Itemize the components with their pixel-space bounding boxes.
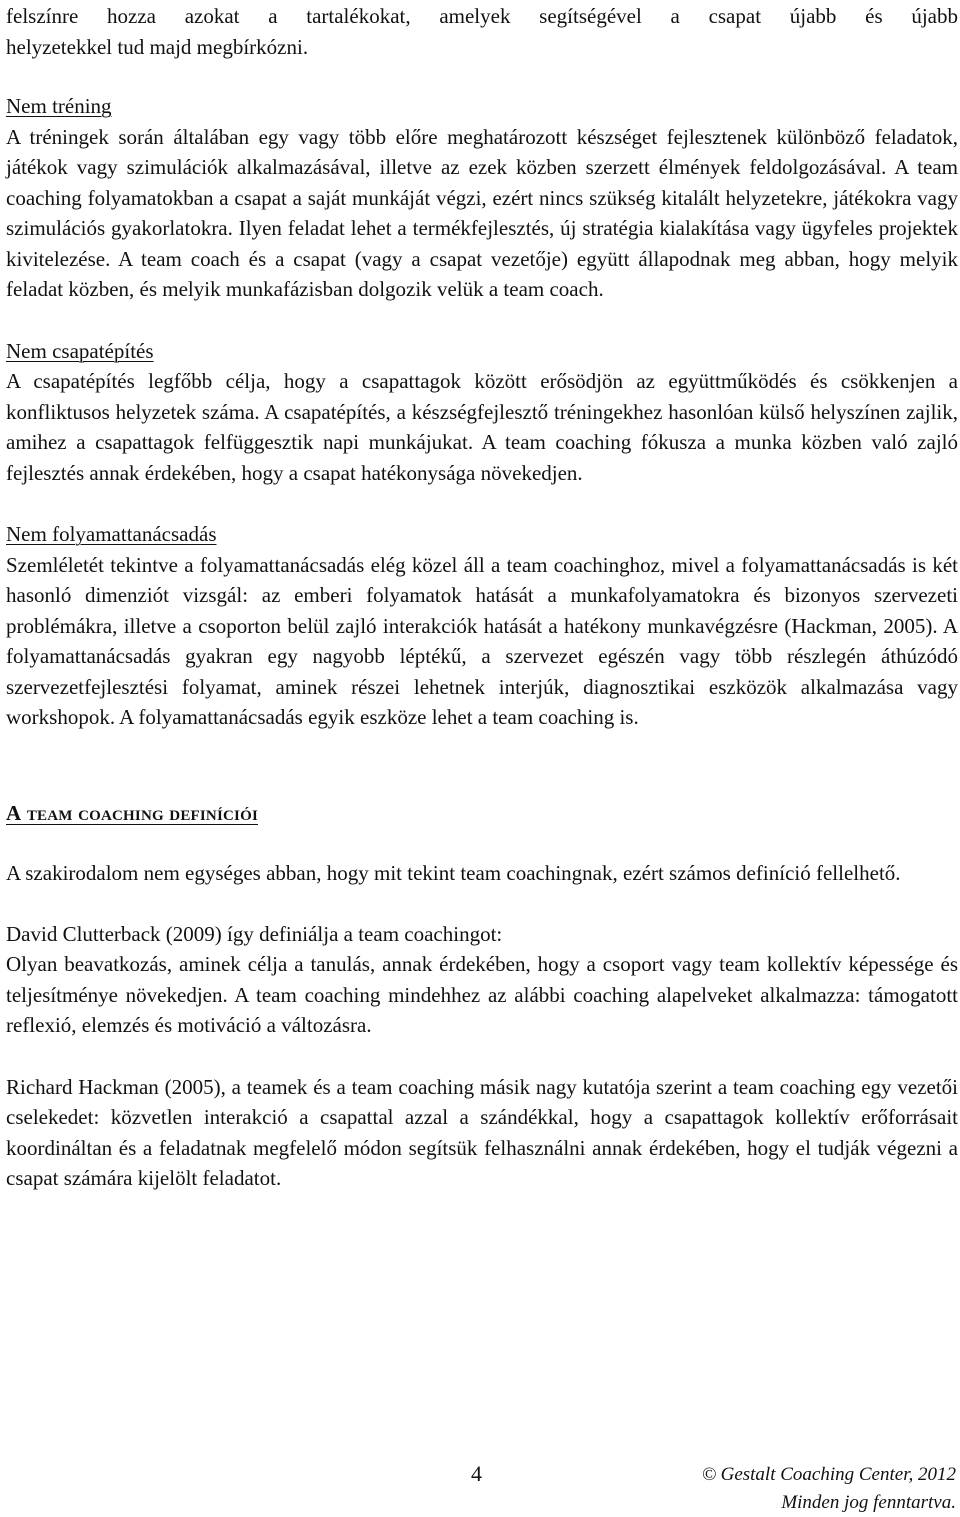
section-body-training: A tréningek során általában egy vagy több előre meghatározott készséget fejlesztenek különböző feladatok, játékok vagy szimulációk alkalmazásával, illetve az ezek közben szerzett élmények feldolgozásával. A team coaching folyamatokban a csapat a saját munkáját végzi, ezért nincs szükség kitalált helyzetekre, játékokra vagy szimulációs gyakorlatokra. Ilyen feladat lehet a termékfejlesztés, új stratégia kialakítása vagy ügyfeles projektek kivitelezése. A team coach és a csapat (vagy a csapat vezetője) együtt állapodnak meg abban, hogy melyik feladat közben, és melyik munkafázisban dolgozik velük a team coach. (6, 124, 958, 301)
clutterback-lead: David Clutterback (2009) így definiálja a team coachingot: (6, 921, 503, 946)
copyright-line (702, 1461, 956, 1489)
definitions-intro: A szakirodalom nem egységes abban, hogy mit tekint team coachingnak, ezért számos definíció fellelhető. (6, 861, 901, 885)
copyright-notice (702, 1461, 956, 1517)
intro-line-1: felszínre hozza azokat a tartalékokat, amelyek segítségével a csapat újabb és újabb (6, 4, 958, 28)
copyright-icon: © (702, 1464, 717, 1485)
section-body-process-consulting: Szemléletét tekintve a folyamattanácsadás elég közel áll a team coachinghoz, mivel a folyamattanácsadás is két hasonló dimenziót vizsgál: az emberi folyamatok hatását a munkafolyamatokra és bizonyos szervezeti problémákra, illetve a csoporton belül zajló interakciók hatását a hatékony munkavégzésre (Hackman, 2005). A folyamattanácsadás gyakran egy nagyobb léptékű, a szervezet egészén vagy több részlegén áthúzódó szervezetfejlesztési folyamat, aminek részei lehetnek interjúk, diagnosztikai eszközök alkalmazása vagy workshopok. A folyamattanácsadás egyik eszköze lehet a team coaching is. (6, 552, 958, 729)
intro-paragraph (6, 1, 958, 62)
section-title-training: Nem tréning (6, 94, 112, 118)
section-title-process-consulting: Nem folyamattanácsadás (6, 522, 217, 546)
document-page (6, 0, 958, 1194)
intro-line-2: helyzetekkel tud majd megbírkózni. (6, 34, 309, 59)
section-title-teambuilding: Nem csapatépítés (6, 338, 154, 363)
heading-rest: team coaching definíciói (21, 800, 258, 825)
heading-first-letter: A (6, 800, 22, 825)
definitions-heading (6, 798, 958, 829)
page-number: 4 (471, 1461, 482, 1486)
copyright-text: Gestalt Coaching Center, 2012 (720, 1464, 956, 1485)
section-body-teambuilding: A csapatépítés legfőbb célja, hogy a csapattagok között erősödjön az együttműködés és csökkenjen a konfliktusos helyzetek száma. A csapatépítés, a készségfejlesztő tréningekhez hasonlóan külső helyszínen zajlik, amihez a csapattagok felfüggesztik napi munkájukat. A team coaching fókusza a munka közben való zajló fejlesztés annak érdekében, hogy a csapat hatékonysága növekedjen. (6, 369, 958, 485)
hackman-definition: Richard Hackman (2005), a teamek és a team coaching másik nagy kutatója szerint a team coaching egy vezetői cselekedet: közvetlen interakció a csapattal azzal a szándékkal, hogy a csapattagok kollektív erőforrásait koordináltan és a feladatnak megfelelő módon segítsük felhasználni annak érdekében, hogy el tudják végezni a csapat számára kijelölt feladatot. (6, 1074, 958, 1190)
clutterback-definition: Olyan beavatkozás, aminek célja a tanulás, annak érdekében, hogy a csoport vagy team kollektív képessége és teljesítménye növekedjen. A team coaching mindehhez az alábbi coaching alapelveket alkalmazza: támogatott reflexió, elemzés és motiváció a változásra. (6, 952, 958, 1037)
rights-line: Minden jog fenntartva. (781, 1492, 956, 1513)
